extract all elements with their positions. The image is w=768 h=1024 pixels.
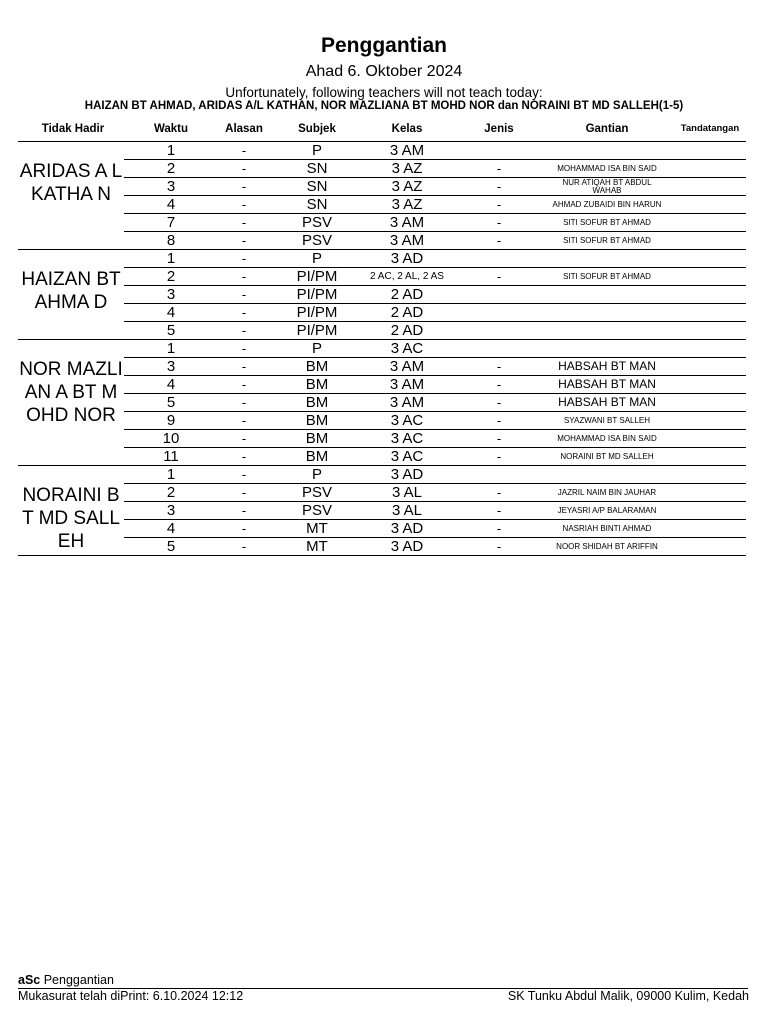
table-row	[18, 160, 746, 178]
cell-tandatangan	[666, 376, 746, 394]
cell-tandatangan	[666, 286, 746, 304]
cell-waktu: 11	[124, 448, 218, 466]
cell-alasan: -	[218, 214, 270, 232]
cell-tandatangan	[666, 250, 746, 268]
cell-waktu: 5	[124, 322, 218, 340]
absent-teacher-name: NORAINI BT MD SALLEH	[18, 466, 124, 556]
absent-teacher-name: ARIDAS A L KATHA N	[18, 142, 124, 250]
col-header-gantian: Gantian	[585, 123, 629, 135]
footer-printed: Mukasurat telah diPrint: 6.10.2024 12:12	[18, 989, 244, 1003]
cell-alasan: -	[218, 520, 270, 538]
cell-gantian: SITI SOFUR BT AHMAD	[548, 268, 666, 286]
table-row	[18, 412, 746, 430]
cell-tandatangan	[666, 466, 746, 484]
cell-waktu: 3	[124, 358, 218, 376]
cell-subjek: P	[270, 250, 364, 268]
cell-tandatangan	[666, 160, 746, 178]
cell-subjek: BM	[270, 430, 364, 448]
cell-subjek: BM	[270, 358, 364, 376]
cell-subjek: MT	[270, 520, 364, 538]
cell-kelas: 3 AZ	[364, 178, 450, 196]
cell-alasan: -	[218, 412, 270, 430]
cell-subjek: MT	[270, 538, 364, 556]
cell-kelas: 3 AD	[364, 466, 450, 484]
cell-kelas: 3 AC	[364, 430, 450, 448]
cell-gantian	[548, 142, 666, 160]
table-row	[18, 232, 746, 250]
cell-alasan: -	[218, 178, 270, 196]
cell-waktu: 1	[124, 466, 218, 484]
cell-waktu: 3	[124, 286, 218, 304]
cell-gantian	[548, 286, 666, 304]
page-title: Penggantian	[320, 34, 447, 57]
table-row	[18, 286, 746, 304]
col-header-jenis: Jenis	[484, 123, 514, 135]
cell-tandatangan	[666, 538, 746, 556]
cell-subjek: PI/PM	[270, 322, 364, 340]
cell-jenis: -	[450, 502, 548, 520]
cell-gantian: NORAINI BT MD SALLEH	[548, 448, 666, 466]
cell-gantian: MOHAMMAD ISA BIN SAID	[548, 430, 666, 448]
cell-alasan: -	[218, 232, 270, 250]
cell-gantian: HABSAH BT MAN	[548, 358, 666, 376]
table-row	[18, 520, 746, 538]
cell-waktu: 5	[124, 538, 218, 556]
table-row	[18, 142, 746, 160]
cell-gantian: NOOR SHIDAH BT ARIFFIN	[548, 538, 666, 556]
cell-alasan: -	[218, 196, 270, 214]
table-row	[18, 178, 746, 196]
cell-gantian: AHMAD ZUBAIDI BIN HARUN	[548, 196, 666, 214]
col-header-alasan: Alasan	[225, 123, 263, 135]
cell-jenis: -	[450, 394, 548, 412]
cell-jenis	[450, 340, 548, 358]
cell-kelas: 3 AM	[364, 358, 450, 376]
cell-kelas: 2 AD	[364, 304, 450, 322]
cell-kelas: 3 AM	[364, 142, 450, 160]
cell-kelas: 3 AC	[364, 340, 450, 358]
cell-alasan: -	[218, 466, 270, 484]
table-row	[18, 358, 746, 376]
cell-waktu: 3	[124, 502, 218, 520]
cell-gantian: NASRIAH BINTI AHMAD	[548, 520, 666, 538]
table-row	[18, 214, 746, 232]
cell-waktu: 2	[124, 160, 218, 178]
cell-waktu: 1	[124, 250, 218, 268]
page-date: Ahad 6. Oktober 2024	[305, 63, 463, 80]
cell-jenis: -	[450, 232, 548, 250]
cell-tandatangan	[666, 394, 746, 412]
cell-kelas: 3 AM	[364, 394, 450, 412]
cell-jenis	[450, 250, 548, 268]
table-row	[18, 340, 746, 358]
table-row	[18, 448, 746, 466]
cell-gantian: SITI SOFUR BT AHMAD	[548, 232, 666, 250]
cell-waktu: 5	[124, 394, 218, 412]
table-row	[18, 484, 746, 502]
cell-subjek: SN	[270, 160, 364, 178]
col-header-subjek: Subjek	[298, 123, 336, 135]
cell-waktu: 2	[124, 484, 218, 502]
table-row	[18, 268, 746, 286]
cell-jenis: -	[450, 520, 548, 538]
cell-waktu: 10	[124, 430, 218, 448]
cell-subjek: PI/PM	[270, 304, 364, 322]
cell-jenis	[450, 304, 548, 322]
footer-school: SK Tunku Abdul Malik, 09000 Kulim, Kedah	[507, 989, 749, 1003]
cell-jenis: -	[450, 448, 548, 466]
cell-tandatangan	[666, 196, 746, 214]
cell-jenis: -	[450, 430, 548, 448]
cell-gantian	[548, 322, 666, 340]
cell-jenis: -	[450, 178, 548, 196]
cell-gantian	[548, 340, 666, 358]
cell-subjek: P	[270, 142, 364, 160]
cell-tandatangan	[666, 520, 746, 538]
cell-waktu: 2	[124, 268, 218, 286]
cell-kelas: 3 AM	[364, 376, 450, 394]
absent-teachers-list: HAIZAN BT AHMAD, ARIDAS A/L KATHAN, NOR MAZLIANA BT MOHD NOR dan NORAINI BT MD SALLEH(1-5)	[84, 100, 684, 112]
cell-tandatangan	[666, 268, 746, 286]
cell-tandatangan	[666, 430, 746, 448]
cell-subjek: BM	[270, 376, 364, 394]
table-row	[18, 430, 746, 448]
cell-subjek: PSV	[270, 232, 364, 250]
cell-jenis: -	[450, 214, 548, 232]
substitution-table	[18, 141, 746, 556]
cell-alasan: -	[218, 358, 270, 376]
table-row	[18, 322, 746, 340]
cell-subjek: PSV	[270, 502, 364, 520]
cell-jenis: -	[450, 196, 548, 214]
cell-kelas: 3 AD	[364, 250, 450, 268]
cell-waktu: 4	[124, 376, 218, 394]
cell-alasan: -	[218, 502, 270, 520]
cell-kelas: 3 AZ	[364, 160, 450, 178]
cell-jenis	[450, 466, 548, 484]
cell-subjek: PSV	[270, 214, 364, 232]
cell-jenis: -	[450, 376, 548, 394]
cell-waktu: 4	[124, 520, 218, 538]
cell-tandatangan	[666, 340, 746, 358]
table-row	[18, 250, 746, 268]
cell-tandatangan	[666, 358, 746, 376]
cell-alasan: -	[218, 160, 270, 178]
cell-alasan: -	[218, 448, 270, 466]
cell-tandatangan	[666, 214, 746, 232]
cell-subjek: BM	[270, 448, 364, 466]
cell-kelas: 3 AD	[364, 538, 450, 556]
cell-alasan: -	[218, 484, 270, 502]
table-row	[18, 538, 746, 556]
table-row	[18, 304, 746, 322]
cell-tandatangan	[666, 232, 746, 250]
col-header-tandatangan: Tandatangan	[680, 123, 740, 134]
cell-gantian: SITI SOFUR BT AHMAD	[548, 214, 666, 232]
cell-gantian: NUR ATIQAH BT ABDUL WAHAB	[548, 178, 666, 196]
cell-tandatangan	[666, 484, 746, 502]
cell-tandatangan	[666, 448, 746, 466]
cell-waktu: 4	[124, 304, 218, 322]
table-header	[18, 121, 746, 141]
cell-jenis	[450, 286, 548, 304]
cell-tandatangan	[666, 178, 746, 196]
cell-gantian: JEYASRI A/P BALARAMAN	[548, 502, 666, 520]
cell-tandatangan	[666, 502, 746, 520]
cell-kelas: 2 AD	[364, 286, 450, 304]
cell-kelas: 3 AM	[364, 214, 450, 232]
footer-app-label: Penggantian	[40, 973, 114, 987]
cell-jenis	[450, 142, 548, 160]
cell-waktu: 8	[124, 232, 218, 250]
cell-gantian	[548, 466, 666, 484]
cell-alasan: -	[218, 394, 270, 412]
table-row	[18, 196, 746, 214]
cell-gantian: HABSAH BT MAN	[548, 394, 666, 412]
intro-text: Unfortunately, following teachers will not teach today:	[225, 85, 543, 100]
cell-tandatangan	[666, 304, 746, 322]
cell-waktu: 9	[124, 412, 218, 430]
cell-alasan: -	[218, 304, 270, 322]
cell-alasan: -	[218, 376, 270, 394]
cell-waktu: 1	[124, 340, 218, 358]
cell-subjek: SN	[270, 196, 364, 214]
cell-gantian: JAZRIL NAIM BIN JAUHAR	[548, 484, 666, 502]
cell-gantian	[548, 250, 666, 268]
cell-gantian	[548, 304, 666, 322]
cell-jenis: -	[450, 268, 548, 286]
cell-subjek: SN	[270, 178, 364, 196]
cell-waktu: 3	[124, 178, 218, 196]
footer-app-prefix: aSc	[18, 973, 41, 987]
cell-subjek: PSV	[270, 484, 364, 502]
cell-kelas: 3 AC	[364, 412, 450, 430]
cell-jenis: -	[450, 160, 548, 178]
cell-kelas: 3 AL	[364, 502, 450, 520]
absent-teacher-name: HAIZAN BT AHMA D	[18, 250, 124, 340]
cell-tandatangan	[666, 142, 746, 160]
cell-alasan: -	[218, 340, 270, 358]
cell-tandatangan	[666, 412, 746, 430]
cell-subjek: P	[270, 466, 364, 484]
cell-gantian: MOHAMMAD ISA BIN SAID	[548, 160, 666, 178]
cell-kelas: 3 AZ	[364, 196, 450, 214]
cell-waktu: 1	[124, 142, 218, 160]
cell-alasan: -	[218, 286, 270, 304]
col-header-tidak-hadir: Tidak Hadir	[41, 123, 105, 135]
cell-kelas: 3 AM	[364, 232, 450, 250]
cell-alasan: -	[218, 268, 270, 286]
cell-alasan: -	[218, 142, 270, 160]
cell-kelas: 3 AL	[364, 484, 450, 502]
cell-subjek: BM	[270, 394, 364, 412]
cell-jenis: -	[450, 484, 548, 502]
cell-tandatangan	[666, 322, 746, 340]
cell-jenis: -	[450, 538, 548, 556]
cell-kelas: 2 AC, 2 AL, 2 AS	[364, 268, 450, 286]
cell-waktu: 7	[124, 214, 218, 232]
cell-kelas: 2 AD	[364, 322, 450, 340]
cell-subjek: BM	[270, 412, 364, 430]
cell-jenis: -	[450, 412, 548, 430]
cell-kelas: 3 AD	[364, 520, 450, 538]
table-row	[18, 466, 746, 484]
cell-jenis	[450, 322, 548, 340]
cell-alasan: -	[218, 538, 270, 556]
col-header-kelas: Kelas	[391, 123, 423, 135]
cell-kelas: 3 AC	[364, 448, 450, 466]
footer-app-name	[18, 973, 114, 987]
cell-subjek: PI/PM	[270, 286, 364, 304]
cell-alasan: -	[218, 430, 270, 448]
table-row	[18, 376, 746, 394]
cell-waktu: 4	[124, 196, 218, 214]
cell-gantian: SYAZWANI BT SALLEH	[548, 412, 666, 430]
absent-teacher-name: NOR MAZLIAN A BT MOHD NOR	[18, 340, 124, 466]
cell-alasan: -	[218, 250, 270, 268]
cell-subjek: P	[270, 340, 364, 358]
cell-gantian: HABSAH BT MAN	[548, 376, 666, 394]
col-header-waktu: Waktu	[153, 123, 189, 135]
table-row	[18, 502, 746, 520]
cell-jenis: -	[450, 358, 548, 376]
table-row	[18, 394, 746, 412]
cell-alasan: -	[218, 322, 270, 340]
cell-subjek: PI/PM	[270, 268, 364, 286]
